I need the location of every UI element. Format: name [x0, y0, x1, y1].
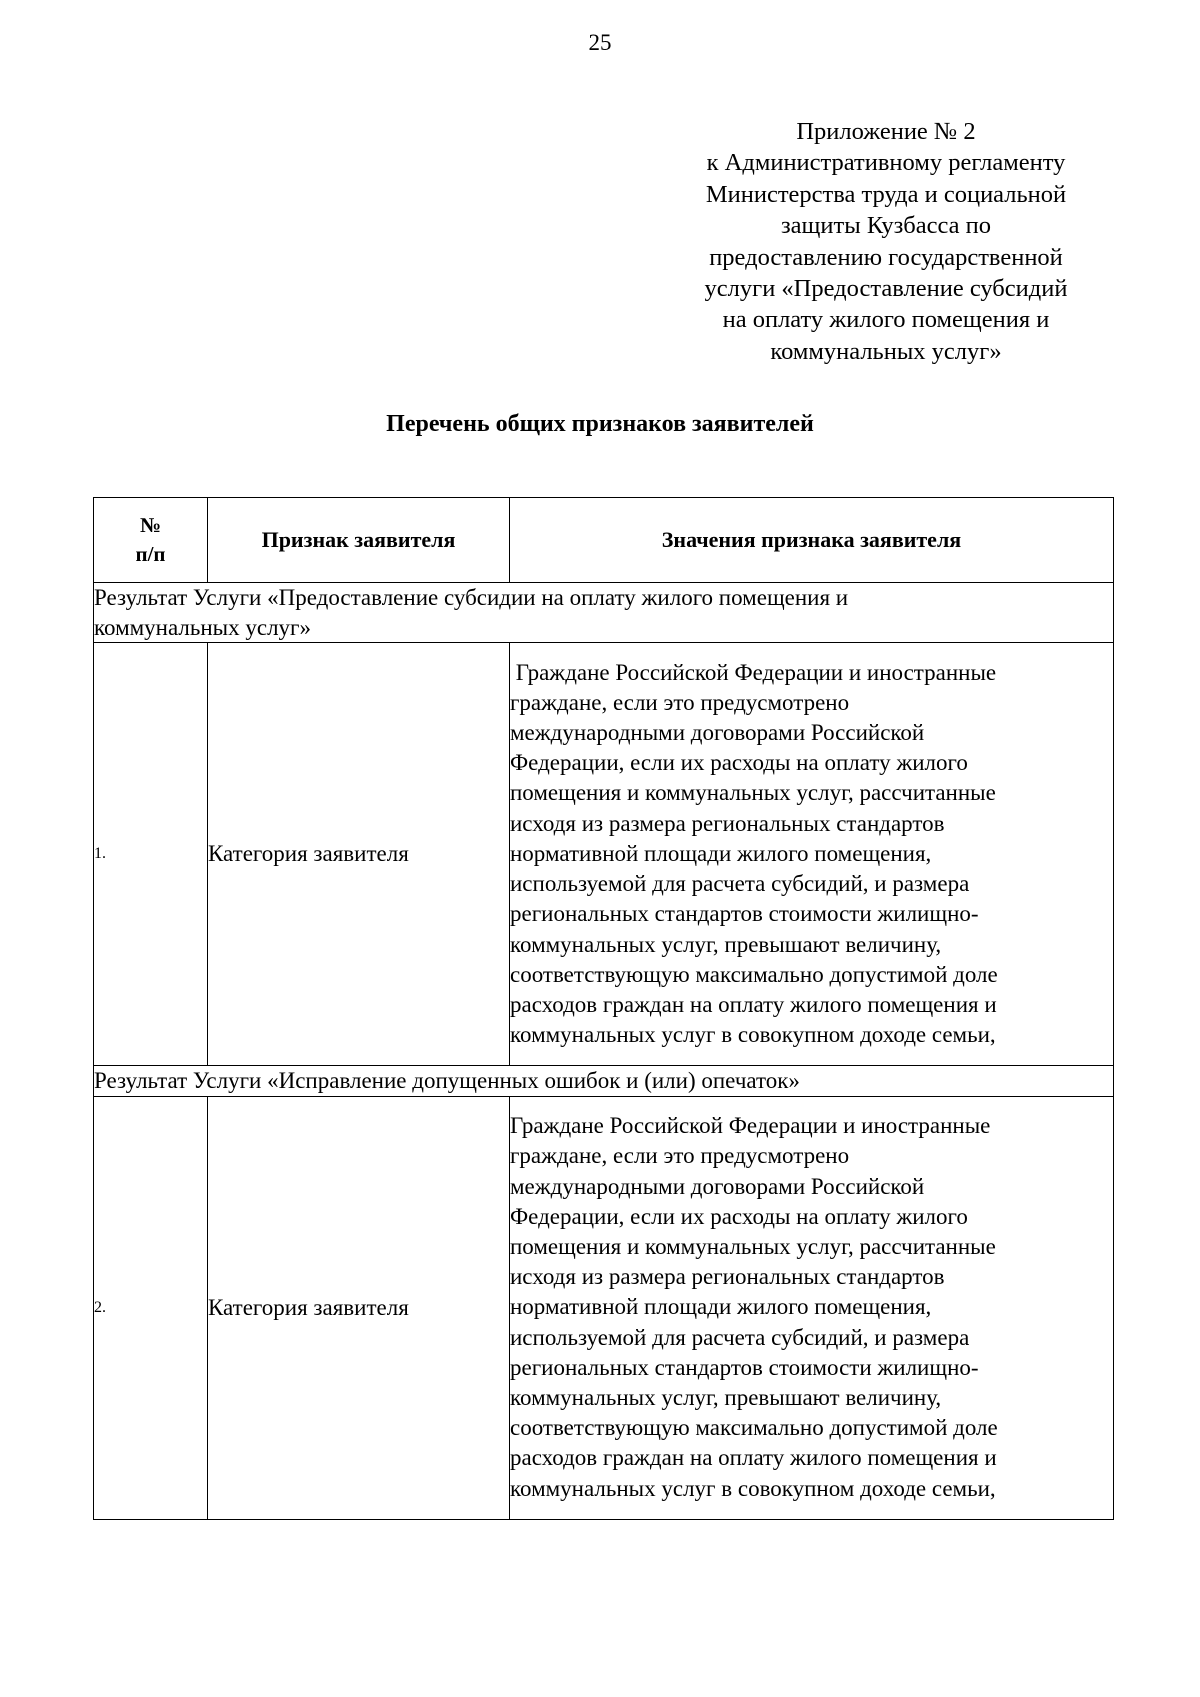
value-line: исходя из размера региональных стандартов — [510, 810, 945, 836]
value-line: исходя из размера региональных стандартов — [510, 1264, 945, 1290]
table-row — [94, 643, 1114, 1066]
value-line: соответствующую максимально допустимой доле — [510, 1415, 998, 1441]
value-line: Граждане Российской Федерации и иностранные — [510, 1113, 991, 1139]
header-value: Значения признака заявителя — [510, 498, 1114, 583]
row-number: 1. — [94, 643, 208, 1066]
appendix-line: защиты Кузбасса по — [781, 212, 991, 240]
appendix-line: услуги «Предоставление субсидий — [704, 275, 1068, 303]
applicant-signs-table — [93, 497, 1114, 1520]
value-line: граждане, если это предусмотрено — [510, 689, 850, 715]
value-line: нормативной площади жилого помещения, — [510, 840, 932, 866]
value-line: нормативной площади жилого помещения, — [510, 1294, 932, 1320]
appendix-line: предоставлению государственной — [709, 243, 1063, 271]
value-line: международными договорами Российской — [510, 1173, 925, 1199]
value-line: коммунальных услуг в совокупном доходе семьи, — [510, 1475, 996, 1501]
section-heading — [94, 583, 1114, 643]
value-line: Федерации, если их расходы на оплату жилого — [510, 1203, 968, 1229]
value-line: расходов граждан на оплату жилого помещения и — [510, 1445, 997, 1471]
section-row — [94, 583, 1114, 643]
header-sign: Признак заявителя — [208, 498, 510, 583]
row-sign: Категория заявителя — [208, 1096, 510, 1519]
header-number-abbr: п/п — [135, 542, 166, 566]
page-number: 25 — [588, 30, 612, 55]
section-heading — [94, 1066, 1114, 1097]
section-row — [94, 1066, 1114, 1097]
table-row — [94, 1096, 1114, 1519]
row-value — [510, 1096, 1114, 1519]
table-header-row — [94, 498, 1114, 583]
document-title: Перечень общих признаков заявителей — [386, 411, 814, 437]
appendix-heading — [676, 116, 1096, 367]
header-number-symbol: № — [139, 513, 162, 537]
value-line: международными договорами Российской — [510, 720, 925, 746]
value-line: региональных стандартов стоимости жилищно- — [510, 1354, 979, 1380]
value-line: региональных стандартов стоимости жилищно- — [510, 901, 979, 927]
row-number: 2. — [94, 1096, 208, 1519]
section-heading-line: коммунальных услуг» — [94, 614, 311, 640]
value-line: помещения и коммунальных услуг, рассчитанные — [510, 780, 996, 806]
section-heading-line: Результат Услуги «Предоставление субсидии на оплату жилого помещения и — [94, 585, 849, 610]
value-line: используемой для расчета субсидий, и размера — [510, 871, 970, 897]
appendix-line: Приложение № 2 — [796, 118, 976, 145]
value-line: используемой для расчета субсидий, и размера — [510, 1324, 970, 1350]
value-line: граждане, если это предусмотрено — [510, 1143, 850, 1169]
appendix-line: коммунальных услуг» — [770, 337, 1002, 365]
appendix-line: Министерства труда и социальной — [705, 180, 1067, 208]
value-line: расходов граждан на оплату жилого помещения и — [510, 991, 997, 1017]
value-line: коммунальных услуг, превышают величину, — [510, 1385, 942, 1410]
section-heading-line: Результат Услуги «Исправление допущенных ошибок и (или) опечаток» — [94, 1068, 800, 1093]
row-sign: Категория заявителя — [208, 643, 510, 1066]
value-line: коммунальных услуг в совокупном доходе семьи, — [510, 1022, 996, 1048]
value-line: помещения и коммунальных услуг, рассчитанные — [510, 1233, 996, 1259]
value-line: Граждане Российской Федерации и иностранные — [510, 659, 997, 685]
appendix-line: на оплату жилого помещения и — [722, 306, 1050, 334]
value-line: Федерации, если их расходы на оплату жилого — [510, 750, 968, 776]
appendix-line: к Административному регламенту — [706, 149, 1066, 177]
value-line: коммунальных услуг, превышают величину, — [510, 931, 942, 957]
header-number — [94, 498, 208, 583]
value-line: соответствующую максимально допустимой доле — [510, 961, 998, 987]
row-value — [510, 643, 1114, 1066]
